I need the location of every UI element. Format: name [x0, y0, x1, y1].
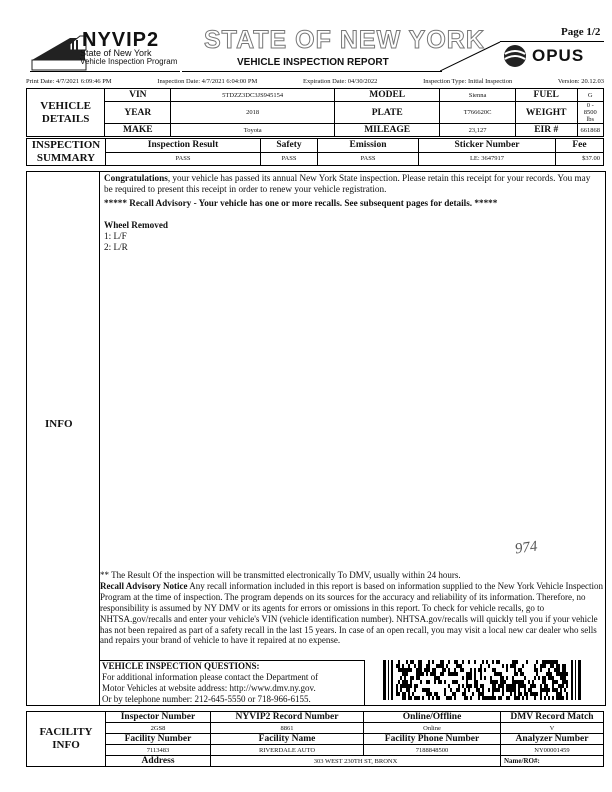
wheel-removed-item: 2: L/R: [104, 242, 128, 252]
vehicle-details-section-label: VEHICLE DETAILS: [27, 89, 105, 137]
vin-value: 5TDZZ3DC3JS945154: [171, 89, 335, 102]
print-date: Print Date: 4/7/2021 6:09:46 PM: [26, 78, 112, 85]
make-label: MAKE: [105, 124, 171, 137]
facility-number-header: Facility Number: [106, 734, 211, 745]
facility-phone-header: Facility Phone Number: [364, 734, 501, 745]
safety-header: Safety: [261, 139, 318, 153]
wheel-removed-title: Wheel Removed: [104, 220, 169, 230]
emission-header: Emission: [318, 139, 419, 153]
address-value: 303 WEST 230TH ST, BRONX: [211, 756, 501, 767]
sticker-number-value: LE: 3647917: [419, 152, 556, 166]
logo-title: NYVIP2: [82, 29, 160, 51]
dmv-record-match-value: V: [501, 723, 604, 734]
info-content: [104, 173, 601, 253]
sticker-number-header: Sticker Number: [419, 139, 556, 153]
fee-header: Fee: [556, 139, 604, 153]
version: Version: 20.12.03: [557, 78, 604, 85]
fee-value: $37.00: [556, 152, 604, 166]
questions-line: Motor Vehicles at website address: http://www.dmv.ny.gov.: [102, 682, 316, 693]
facility-name-value: RIVERDALE AUTO: [211, 745, 364, 756]
facility-info-table: [26, 711, 604, 767]
plate-value: T766620C: [440, 102, 516, 124]
eir-value: 661868: [577, 124, 604, 137]
recall-notice-block: [100, 570, 603, 646]
info-section-label: INFO: [45, 418, 73, 430]
name-ro-label: Name/RO#:: [501, 756, 604, 767]
info-label-cell: [27, 172, 100, 705]
plate-label: PLATE: [335, 102, 440, 124]
questions-line: Or by telephone number: 212-645-5550 or 718-966-6155.: [102, 693, 311, 704]
fuel-label: FUEL: [515, 89, 577, 102]
model-label: MODEL: [335, 89, 440, 102]
inspection-questions-box: [100, 660, 365, 706]
recall-advisory-banner: ***** Recall Advisory - Your vehicle has one or more recalls. See subsequent pages for details. *****: [104, 198, 498, 208]
model-value: Sienna: [440, 89, 516, 102]
questions-line: For additional information please contact the Department of: [102, 671, 319, 682]
facility-name-header: Facility Name: [211, 734, 364, 745]
facility-number-value: 7113483: [106, 745, 211, 756]
info-section: [26, 171, 606, 706]
vin-label: VIN: [105, 89, 171, 102]
inspection-summary-table: [26, 138, 604, 166]
inspector-number-value: 2GS8: [106, 723, 211, 734]
wheel-removed-item: 1: L/F: [104, 231, 127, 241]
weight-value: 0 - 8500 lbs: [577, 102, 604, 124]
dmv-record-match-header: DMV Record Match: [501, 712, 604, 723]
analyzer-number-header: Analyzer Number: [501, 734, 604, 745]
facility-phone-value: 7188848500: [364, 745, 501, 756]
inspection-result-header: Inspection Result: [106, 139, 261, 153]
mileage-label: MILEAGE: [335, 124, 440, 137]
logo-subtitle-state: State of New York: [80, 48, 152, 58]
online-offline-value: Online: [364, 723, 501, 734]
facility-info-section-label: FACILITY INFO: [27, 712, 106, 767]
vehicle-details-table: [26, 88, 604, 137]
recall-advisory-notice: Recall Advisory Notice Any recall information included in this report is based on information supplied to the New York Vehicle Inspection Program at the time of inspection. The program depends on its sources for the accuracy and reliability of its information. Therefore, no responsibility is assumed by NY DMV or its agents for errors or omissions in this report. To check for vehicle recalls, go to NHTSA.gov/recalls and enter your vehicle's VIN (vehicle identification number). NHTSA.gov/recalls will quickly tell you if your vehicle has not been repaired as part of a safety recall in the last 15 years. In case of an open recall, you may visit a local new car dealer who sells and repairs your brand of vehicle to have it repaired at no expense.: [100, 580, 603, 646]
safety-value: PASS: [261, 152, 318, 166]
inspection-summary-section-label: INSPECTION SUMMARY: [27, 139, 106, 166]
inspector-number-header: Inspector Number: [106, 712, 211, 723]
pdf417-barcode: [383, 660, 583, 700]
mileage-value: 23,127: [440, 124, 516, 137]
emission-value: PASS: [318, 152, 419, 166]
congratulations-message: Congratulations, your vehicle has passed its annual New York State inspection. Please retain this receipt for your records. You may be required to present this receipt in order to renew your vehicle registration.: [104, 173, 591, 194]
logo-subtitle-program: Vehicle Inspection Program: [80, 57, 178, 66]
opus-globe-icon: [502, 43, 528, 69]
weight-label: WEIGHT: [515, 102, 577, 124]
report-title: VEHICLE INSPECTION REPORT: [237, 57, 389, 68]
handwritten-number: 974: [513, 538, 539, 558]
record-number-value: 8861: [211, 723, 364, 734]
record-number-header: NYVIP2 Record Number: [211, 712, 364, 723]
year-value: 2018: [171, 102, 335, 124]
make-value: Toyota: [171, 124, 335, 137]
fuel-value: G: [577, 89, 604, 102]
expiration-date: Expiration Date: 04/30/2022: [303, 78, 378, 85]
opus-logo-text: OPUS: [532, 46, 585, 65]
analyzer-number-value: NY00001459: [501, 745, 604, 756]
questions-title: VEHICLE INSPECTION QUESTIONS:: [102, 661, 260, 671]
header-slant-divider: [440, 40, 502, 72]
year-label: YEAR: [105, 102, 171, 124]
online-offline-header: Online/Offline: [364, 712, 501, 723]
eir-label: EIR #: [515, 124, 577, 137]
state-title: STATE OF NEW YORK: [204, 26, 485, 54]
inspection-result-value: PASS: [106, 152, 261, 166]
report-meta-row: [26, 78, 604, 85]
inspection-type: Inspection Type: Initial Inspection: [423, 78, 513, 85]
page-number: Page 1/2: [561, 26, 601, 38]
address-label: Address: [106, 756, 211, 767]
inspection-date: Inspection Date: 4/7/2021 6:04:00 PM: [157, 78, 258, 85]
dmv-transmit-note: ** The Result Of the inspection will be transmitted electronically To DMV, usually within 24 hours.: [100, 570, 461, 580]
